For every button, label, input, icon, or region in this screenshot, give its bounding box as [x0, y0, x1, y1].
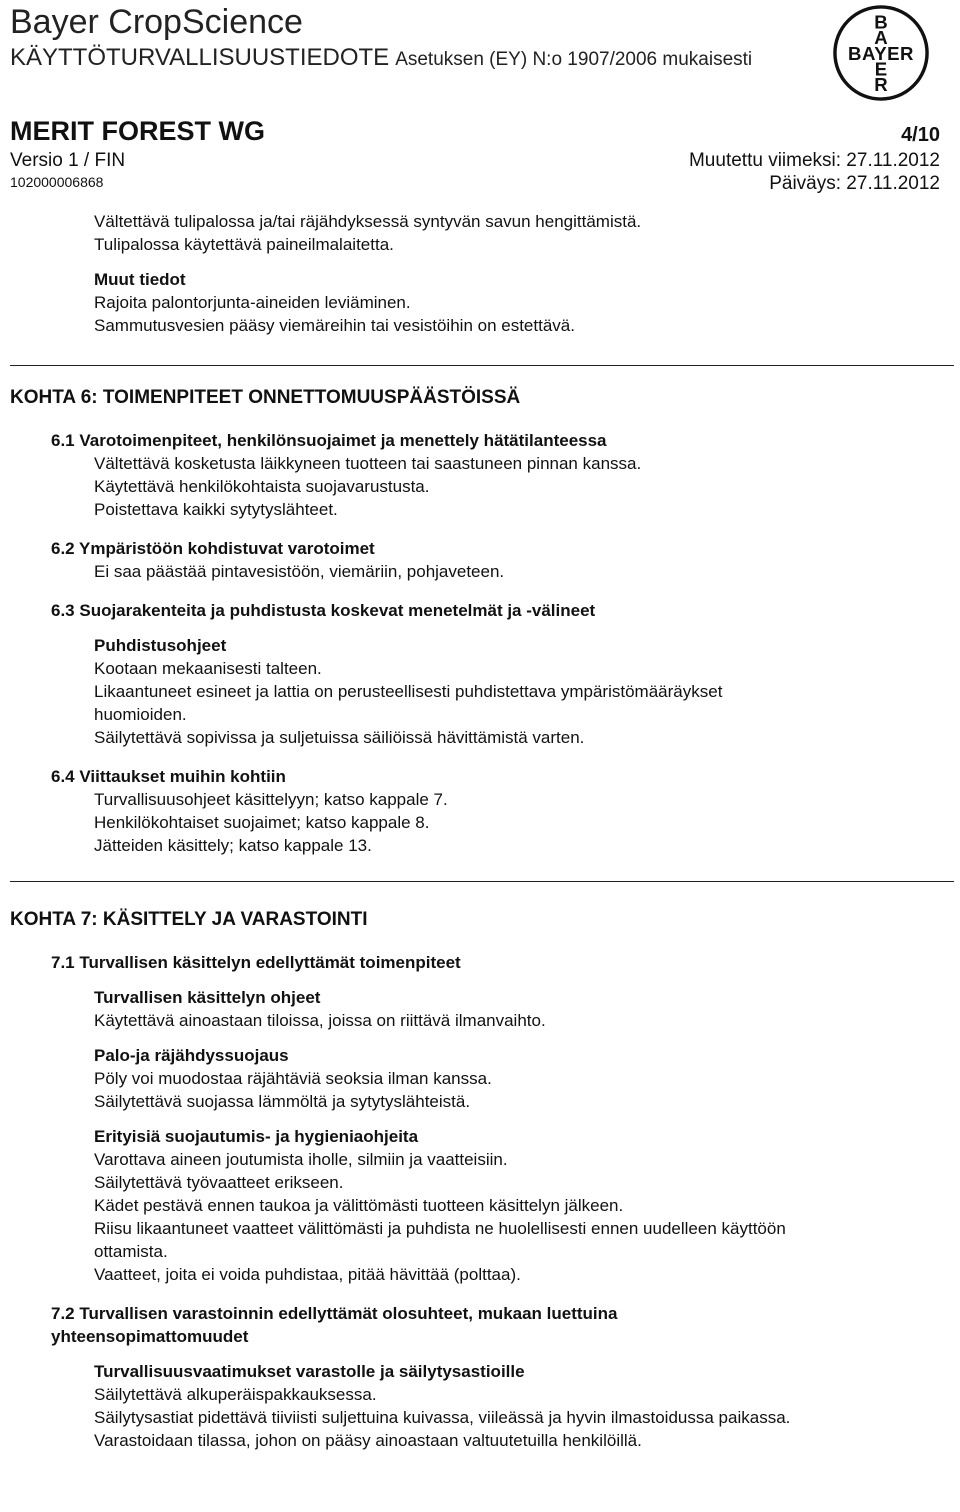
- subsection-6-3-heading: 6.3 Suojarakenteita ja puhdistusta koskevat menetelmät ja -välineet: [51, 601, 596, 620]
- product-name: MERIT FOREST WG: [10, 116, 265, 146]
- storage-line: Säilytettävä alkuperäispakkauksessa.: [94, 1385, 377, 1404]
- fire-protection-line: Säilytettävä suojassa lämmöltä ja sytytyslähteistä.: [94, 1092, 471, 1111]
- fire-protection-heading: Palo-ja räjähdyssuojaus: [94, 1046, 289, 1065]
- other-info-line: Rajoita palontorjunta-aineiden leviäminen.: [94, 293, 411, 312]
- hygiene-heading: Erityisiä suojautumis- ja hygieniaohjeita: [94, 1127, 419, 1146]
- intro-line: Vältettävä tulipalossa ja/tai räjähdyksessä syntyvän savun hengittämistä.: [94, 212, 642, 231]
- svg-text:R: R: [874, 74, 888, 96]
- cleanup-line: Säilytettävä sopivissa ja suljetuissa säiliöissä hävittämistä varten.: [94, 728, 585, 747]
- safe-handling-heading: Turvallisen käsittelyn ohjeet: [94, 988, 321, 1007]
- hygiene-line: ottamista.: [94, 1242, 168, 1261]
- subsection-6-2-heading: 6.2 Ympäristöön kohdistuvat varotoimet: [51, 539, 375, 558]
- company-name: Bayer CropScience: [10, 3, 303, 41]
- subsection-6-1-heading: 6.1 Varotoimenpiteet, henkilönsuojaimet ja menettely hätätilanteessa: [51, 431, 607, 450]
- regulation-text: Asetuksen (EY) N:o 1907/2006 mukaisesti: [395, 49, 753, 70]
- document-body: [0, 210, 960, 1452]
- subsection-7-2-heading: 7.2 Turvallisen varastoinnin edellyttämät olosuhteet, mukaan luettuina: [51, 1304, 618, 1323]
- svg-text:A: A: [874, 27, 888, 49]
- hygiene-line: Vaatteet, joita ei voida puhdistaa, pitää hävittää (polttaa).: [94, 1265, 521, 1284]
- reference-line: Henkilökohtaiset suojaimet; katso kappale 8.: [94, 813, 430, 832]
- storage-requirements-heading: Turvallisuusvaatimukset varastolle ja säilytysastioille: [94, 1362, 525, 1381]
- cleanup-line: Kootaan mekaanisesti talteen.: [94, 659, 322, 678]
- version-label: Versio 1 / FIN: [10, 150, 126, 171]
- modified-date: Muutettu viimeksi: 27.11.2012: [688, 150, 940, 171]
- safe-handling-line: Käytettävä ainoastaan tiloissa, joissa on riittävä ilmanvaihto.: [94, 1011, 546, 1030]
- other-info-line: Sammutusvesien pääsy viemäreihin tai vesistöihin on estettävä.: [94, 316, 575, 335]
- storage-line: Säilytysastiat pidettävä tiiviisti suljettuina kuivassa, viileässä ja hyvin ilmastoidussa paikassa.: [94, 1408, 791, 1427]
- subsection-6-1-line: Poistettava kaikki sytytyslähteet.: [94, 500, 338, 519]
- svg-text:BAYER: BAYER: [848, 42, 914, 64]
- reference-line: Jätteiden käsittely; katso kappale 13.: [94, 836, 372, 855]
- sds-title-text: KÄYTTÖTURVALLISUUSTIEDOTE: [10, 44, 390, 71]
- hygiene-line: Riisu likaantuneet vaatteet välittömästi ja puhdista ne huolellisesti ennen uudelleen käyttöön: [94, 1219, 786, 1238]
- subsection-6-4-heading: 6.4 Viittaukset muihin kohtiin: [51, 767, 286, 786]
- issue-date: Päiväys: 27.11.2012: [769, 173, 940, 194]
- sds-title: [10, 44, 752, 74]
- subsection-6-1-line: Käytettävä henkilökohtaista suojavarustusta.: [94, 477, 430, 496]
- subsection-6-2-line: Ei saa päästää pintavesistöön, viemäriin, pohjaveteen.: [94, 562, 505, 581]
- other-info-heading: Muut tiedot: [94, 270, 186, 289]
- bayer-logo: [832, 4, 930, 102]
- hygiene-line: Varottava aineen joutumista iholle, silmiin ja vaatteisiin.: [94, 1150, 508, 1169]
- reference-line: Turvallisuusohjeet käsittelyyn; katso kappale 7.: [94, 790, 448, 809]
- hygiene-line: Säilytettävä työvaatteet erikseen.: [94, 1173, 344, 1192]
- cleanup-heading: Puhdistusohjeet: [94, 636, 227, 655]
- subsection-6-1-line: Vältettävä kosketusta läikkyneen tuotteen tai saastuneen pinnan kanssa.: [94, 454, 642, 473]
- page-number: 4/10: [901, 124, 940, 146]
- section-7-title: KOHTA 7: KÄSITTELY JA VARASTOINTI: [10, 909, 368, 930]
- document-code: 102000006868: [10, 174, 104, 190]
- svg-text:B: B: [874, 11, 888, 33]
- storage-line: Varastoidaan tilassa, johon on pääsy ainoastaan valtuutetuilla henkilöillä.: [94, 1431, 642, 1450]
- cleanup-line: huomioiden.: [94, 705, 187, 724]
- svg-text:E: E: [874, 58, 888, 80]
- fire-protection-line: Pöly voi muodostaa räjähtäviä seoksia ilman kanssa.: [94, 1069, 492, 1088]
- hygiene-line: Kädet pestävä ennen taukoa ja välittömästi tuotteen käsittelyn jälkeen.: [94, 1196, 624, 1215]
- subsection-7-1-heading: 7.1 Turvallisen käsittelyn edellyttämät toimenpiteet: [51, 953, 461, 972]
- intro-line: Tulipalossa käytettävä paineilmalaitetta.: [94, 235, 394, 254]
- section-6-title: KOHTA 6: TOIMENPITEET ONNETTOMUUSPÄÄSTÖISSÄ: [10, 387, 521, 408]
- subsection-7-2-heading-cont: yhteensopimattomuudet: [51, 1327, 249, 1346]
- cleanup-line: Likaantuneet esineet ja lattia on perusteellisesti puhdistettava ympäristömääräykset: [94, 682, 723, 701]
